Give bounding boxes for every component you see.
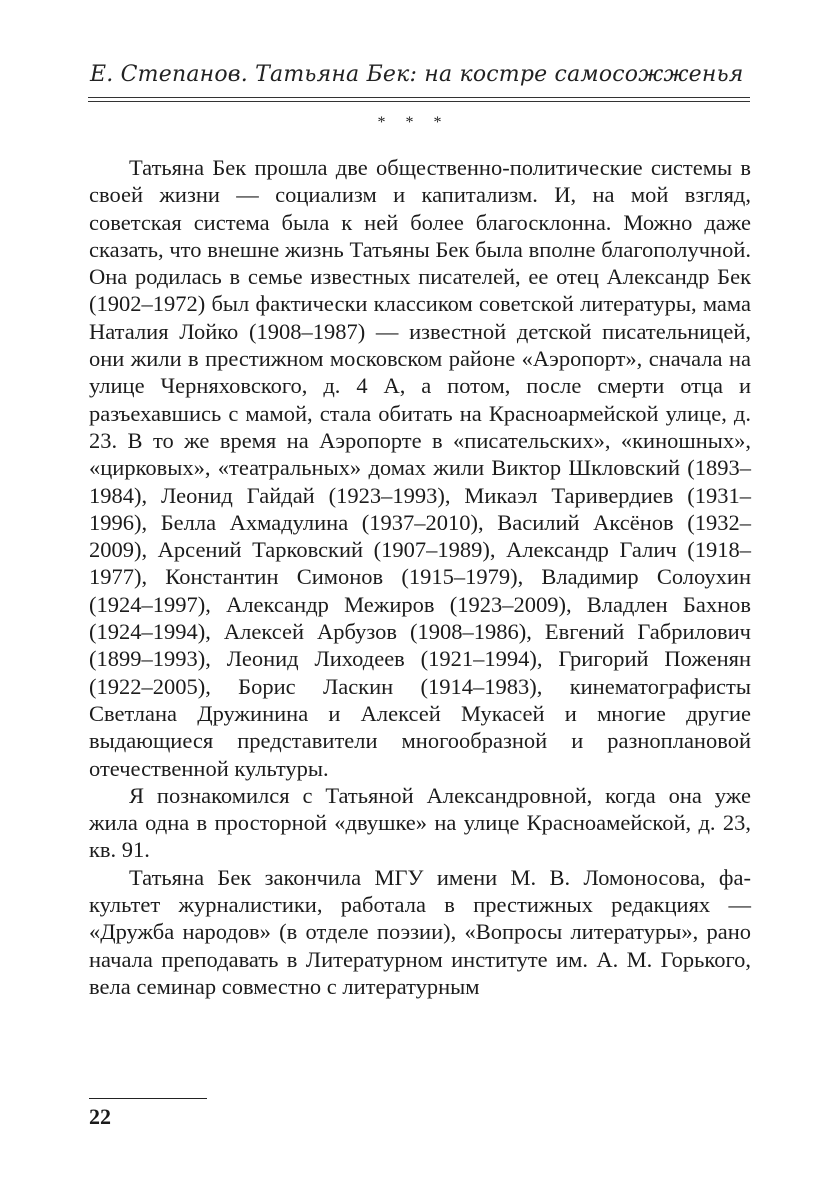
page-number: 22 [89,1104,111,1129]
header-rule-bottom [88,101,750,102]
footer-rule [89,1098,207,1099]
section-separator: * * * [377,114,450,131]
paragraph: Я познакомился с Татьяной Александровной, когда она уже жила одна в просторной «двушке» на улице Красноамейской, д. 23, кв. 91. [89,782,751,863]
paragraph: Татьяна Бек закончила МГУ имени М. В. Ломоносова, факультет журналистики, работала в престижных редакциях — «Дружба народов» (в отделе поэзии), «Вопросы литературы», рано начала преподавать в Литературном институте им. А. М. Горького, вела семинар совместно с литературным [89,864,751,999]
paragraph: Татьяна Бек прошла две общественно-политические системы в своей жизни — социализм и капитализм. И, на мой взгляд, советская система была к ней более благосклонна. Можно даже сказать, что внешне жизнь Татьяны Бек была вполне благополучной. Она родилась в семье известных писателей, ее отец Александр Бек (1902–1972) был фактически классиком советской литературы, мама Наталия Лойко (1908–1987) — известной детской писательницей, они жили в престижном московском районе «Аэропорт», сначала на улице Черняховского, д. 4 А, а потом, после смерти отца и разъехавшись с мамой, стала обитать на Красноармейской улице, д. 23. В то же время на Аэропорте в «писательских», «киношных», «цирковых», «театральных» домах жили Виктор Шкловский (1893–1984), Леонид Гайдай (1923–1993), Микаэл Таривердиев (1931–1996), Белла Ахмадулина (1937–2010), Василий Аксёнов (1932–2009), Арсений Тарковский (1907–1989), Александр Галич (1918–1977), Константин Симонов (1915–1979), Владимир Солоухин (1924–1997), Александр Межиров (1923–2009), Владлен Бахнов (1924–1994), Алексей Арбузов (1908–1986), Евгений Габрилович (1899–1993), Леонид Лиходеев (1921–1994), Григорий Поженян (1922–2005), Борис Ласкин (1914–1983), кинематографисты Светлана Дружинина и Алексей Мукасей и многие другие выдающиеся представители многообразной и разноплановой отечественной культуры. [89,155,751,781]
running-head: Е. Степанов. Татьяна Бек: на костре самосожженья [90,62,744,87]
header-rule-top [88,97,750,98]
main-text [89,154,751,1000]
